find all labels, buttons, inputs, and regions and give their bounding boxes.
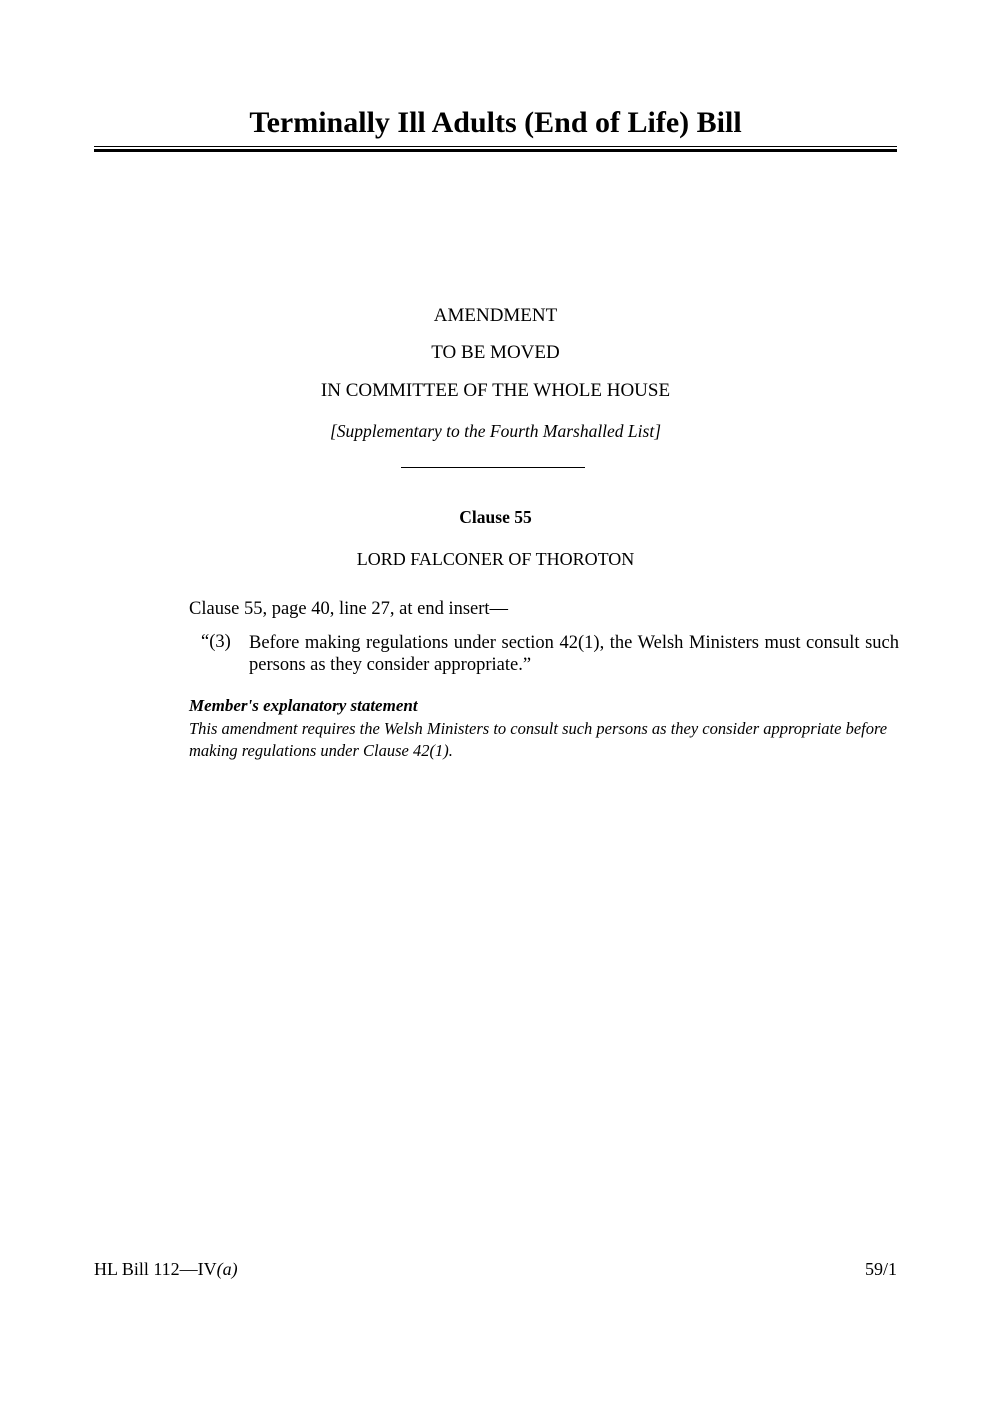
insertion-number: “(3) (201, 632, 231, 652)
bill-ref: HL Bill 112—IV (94, 1259, 217, 1279)
heading-to-be-moved: TO BE MOVED (431, 342, 560, 363)
title-rule-thin (94, 146, 897, 147)
explanatory-statement-text: This amendment requires the Welsh Ministers to consult such persons as they consider appropriate before making regulations under Clause 42(1). (189, 719, 888, 760)
insertion-text: Before making regulations under section 42(1), the Welsh Ministers must consult such persons as they consider appropriate.” (249, 633, 899, 675)
footer-bill-reference (94, 1259, 238, 1280)
footer-page-reference: 59/1 (864, 1259, 897, 1279)
document-title: Terminally Ill Adults (End of Life) Bill (249, 106, 742, 139)
title-rule-thick (94, 149, 897, 152)
member-name: LORD FALCONER OF THOROTON (356, 549, 635, 569)
supplementary-note: [Supplementary to the Fourth Marshalled List] (329, 421, 662, 441)
section-divider (401, 467, 585, 468)
explanatory-statement-heading: Member's explanatory statement (189, 696, 418, 715)
amendment-instruction: Clause 55, page 40, line 27, at end insert— (189, 599, 509, 619)
clause-heading: Clause 55 (459, 507, 532, 527)
bill-ref-suffix: (a) (216, 1259, 238, 1279)
heading-committee: IN COMMITTEE OF THE WHOLE HOUSE (320, 380, 671, 401)
heading-amendment: AMENDMENT (433, 305, 558, 326)
